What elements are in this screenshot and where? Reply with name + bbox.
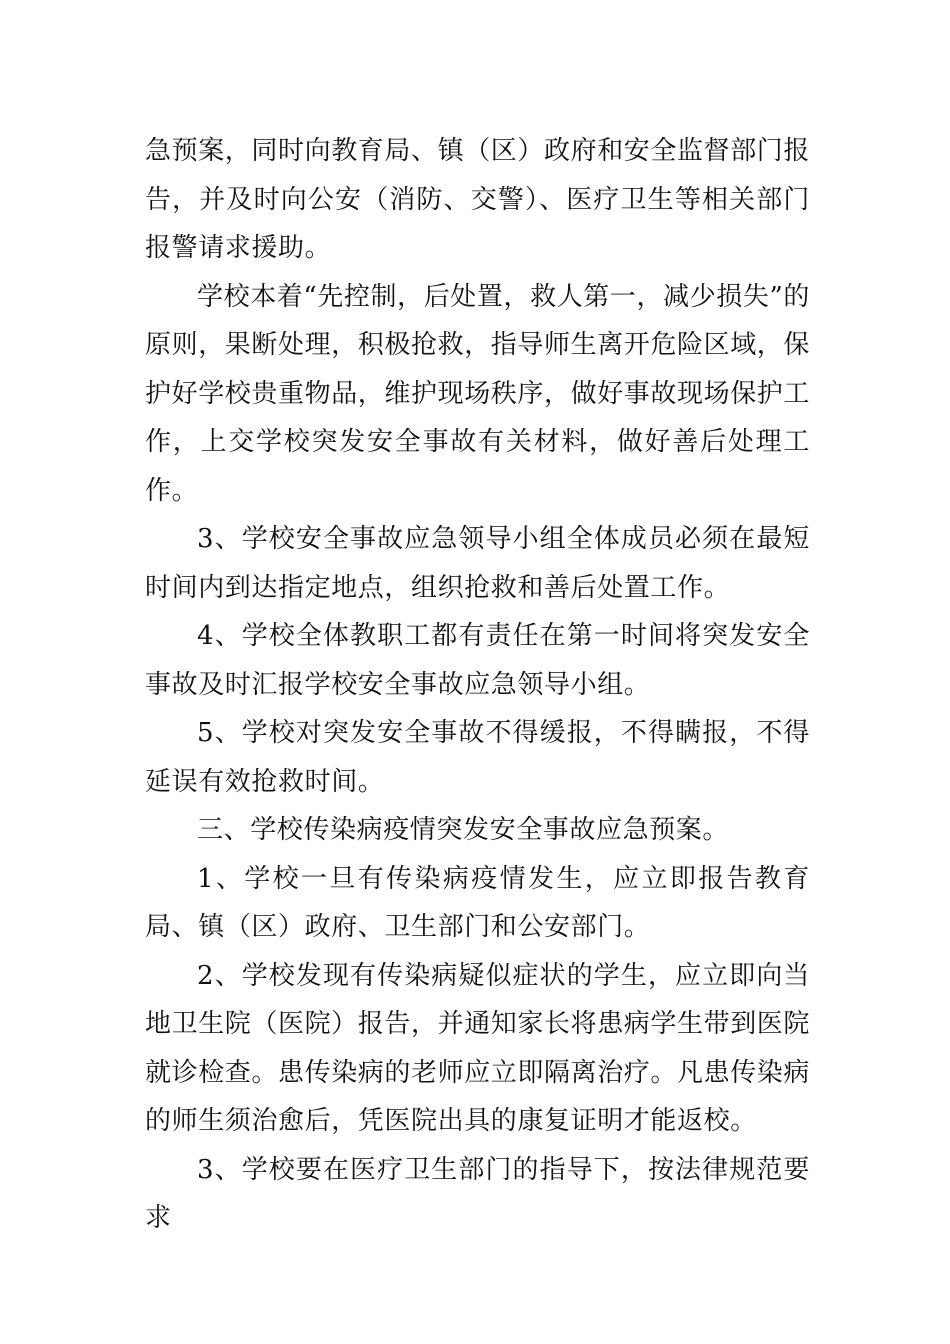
paragraph-item-5: 5、学校对突发安全事故不得缓报，不得瞒报，不得延误有效抢救时间。 [145,718,810,797]
paragraph-item-4: 4、学校全体教职工都有责任在第一时间将突发安全事故及时汇报学校安全事故应急领导小组。 [145,621,810,700]
paragraph-epidemic-item-2: 2、学校发现有传染病疑似症状的学生，应立即向当地卫生院（医院）报告，并通知家长将患病学生带到医院就诊检查。患传染病的老师应立即隔离治疗。凡患传染病的师生须治愈后，凭医院出具的康复证明才能返校。 [145,960,811,1136]
paragraph-epidemic-item-3: 3、学校要在医疗卫生部门的指导下，按法律规范要求 [145,1154,810,1233]
section-heading-3: 三、学校传染病疫情突发安全事故应急预案。 [197,815,730,845]
document-body [145,127,810,1243]
paragraph-continuation: 急预案，同时向教育局、镇（区）政府和安全监督部门报告，并及时向公安（消防、交警）、医疗卫生等相关部门报警请求援助。 [145,136,811,263]
paragraph-epidemic-item-1: 1、学校一旦有传染病疫情发生，应立即报告教育局、镇（区）政府、卫生部门和公安部门。 [145,863,810,942]
paragraph-principle: 学校本着“先控制，后处置，救人第一，减少损失”的原则，果断处理，积极抢救，指导师生离开危险区域，保护好学校贵重物品，维护现场秩序，做好事故现场保护工作，上交学校突发安全事故有关材料，做好善后处理工作。 [145,281,811,506]
paragraph-item-3: 3、学校安全事故应急领导小组全体成员必须在最短时间内到达指定地点，组织抢救和善后处置工作。 [145,524,810,603]
